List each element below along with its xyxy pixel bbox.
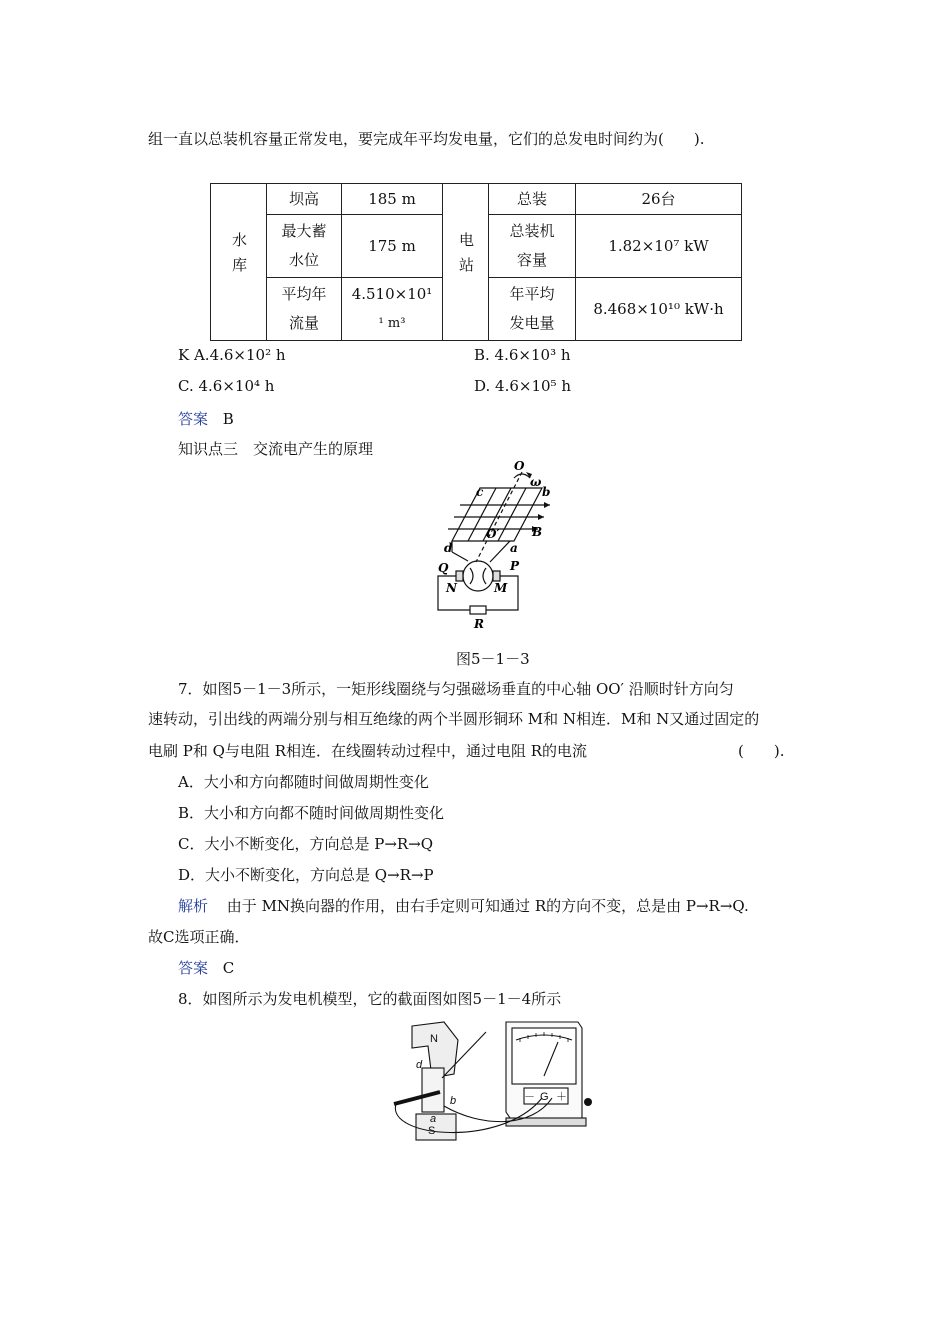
rotation-arrow <box>514 474 530 478</box>
q6-option-d: D. 4.6×10⁵ h <box>474 377 571 395</box>
meter-g-label: G <box>540 1091 549 1103</box>
q7-answer-label: 答案 <box>178 959 209 977</box>
label-q: Q <box>438 561 449 575</box>
label-b: b <box>450 1095 457 1107</box>
q7-analysis-text: 由于 MN换向器的作用，由右手定则可知通过 R的方向不变，总是由 P→R→Q. <box>226 897 749 915</box>
label-b: b <box>542 485 551 499</box>
q6-option-a: K A.4.6×10² h <box>178 346 286 364</box>
r2-label2-b: 容量 <box>516 251 547 269</box>
r2-label2-a: 总装机 <box>509 222 555 240</box>
grid-line <box>498 488 526 541</box>
r1-label: 坝高 <box>267 184 342 215</box>
data-table <box>210 183 742 341</box>
q6-answer-label: 答案 <box>178 410 209 428</box>
r3-label2-b: 发电量 <box>509 314 555 332</box>
q8-line-1: 8．如图所示为发电机模型，它的截面图如图5－1－4所示 <box>178 990 562 1008</box>
r1-value: 185 m <box>342 184 443 215</box>
q7-line-3: 电刷 P和 Q与电阻 R相连．在线圈转动过程中，通过电阻 R的电流 <box>148 742 588 760</box>
q7-option-a: A．大小和方向都随时间做周期性变化 <box>178 773 429 791</box>
commutator-ring <box>463 561 493 591</box>
q6-option-b: B. 4.6×10³ h <box>474 346 571 364</box>
q7-answer-value: C <box>222 959 235 977</box>
figure-caption: 图5－1－3 <box>456 650 530 668</box>
r3-label2 <box>489 278 576 341</box>
label-n: N <box>430 1033 438 1045</box>
r3-value <box>342 278 443 341</box>
q7-option-c: C．大小不断变化，方向总是 P→R→Q <box>178 835 434 853</box>
label-d: d <box>416 1059 423 1071</box>
q6-answer <box>178 408 234 429</box>
label-d: d <box>444 541 453 555</box>
lead-wire <box>490 541 510 562</box>
r1-value2: 26台 <box>576 184 742 215</box>
r3-label-b: 流量 <box>288 314 319 332</box>
meter-minus-label: － <box>524 1091 535 1103</box>
q7-line-2: 速转动，引出线的两端分别与相互绝缘的两个半圆形铜环 M和 N相连．M和 N又通过固定的 <box>148 710 760 728</box>
r2-label <box>267 215 342 278</box>
reservoir-label: 水库 <box>230 232 248 282</box>
meter-plus-label: ＋ <box>556 1091 567 1103</box>
figure-5-1-3 <box>418 458 568 630</box>
label-m: M <box>494 581 508 595</box>
arrowhead <box>538 514 544 520</box>
r2-label-b: 水位 <box>288 251 319 269</box>
q7-blank: ( ). <box>738 742 785 760</box>
section-title: 知识点三 交流电产生的原理 <box>178 440 374 458</box>
r1-label2: 总装 <box>489 184 576 215</box>
station-cell <box>443 184 489 341</box>
r2-value2: 1.82×10⁷ kW <box>576 215 742 278</box>
q7-answer <box>178 957 234 978</box>
r3-value-b: ¹ m³ <box>378 316 406 331</box>
label-a: a <box>430 1113 437 1125</box>
arrowhead <box>544 502 550 508</box>
generator-model-figure <box>382 1018 602 1150</box>
r2-label-a: 最大蓄 <box>281 222 327 240</box>
brush-p <box>493 571 500 581</box>
q6-answer-value: B <box>222 410 234 428</box>
label-a: a <box>510 541 518 555</box>
intro-text: 组一直以总装机容量正常发电，要完成年平均发电量，它们的总发电时间约为( ). <box>148 130 705 148</box>
q7-option-d: D．大小不断变化，方向总是 Q→R→P <box>178 866 434 884</box>
q7-option-b: B．大小和方向都不随时间做周期性变化 <box>178 804 445 822</box>
label-field-b: B <box>532 525 543 539</box>
label-p: P <box>510 559 520 573</box>
reservoir-cell <box>211 184 267 341</box>
r3-label-a: 平均年 <box>281 285 327 303</box>
q6-option-c: C. 4.6×10⁴ h <box>178 377 275 395</box>
label-omega: ω <box>530 475 542 489</box>
meter-base <box>506 1118 586 1126</box>
meter-knob <box>584 1098 592 1106</box>
r3-value2: 8.468×10¹⁰ kW·h <box>576 278 742 341</box>
label-n: N <box>446 581 457 595</box>
r2-value: 175 m <box>342 215 443 278</box>
r3-label <box>267 278 342 341</box>
label-r: R <box>474 617 484 630</box>
r2-label2 <box>489 215 576 278</box>
label-c: c <box>476 485 484 499</box>
station-label: 电站 <box>457 232 475 282</box>
label-o-prime: O′ <box>486 527 500 541</box>
brush-q <box>456 571 463 581</box>
coil <box>422 1068 444 1112</box>
r3-label2-a: 年平均 <box>509 285 555 303</box>
q7-analysis <box>178 895 749 916</box>
q7-analysis-label: 解析 <box>178 897 209 915</box>
r3-value-a: 4.510×10¹ <box>351 285 433 303</box>
q7-line-1: 7．如图5－1－3所示，一矩形线圈绕与匀强磁场垂直的中心轴 OO′ 沿顺时针方向匀 <box>178 680 734 698</box>
resistor <box>470 606 486 614</box>
label-s: S <box>428 1125 436 1137</box>
split-ring <box>470 568 486 584</box>
label-o: O <box>514 459 525 473</box>
lead-wire <box>452 552 468 561</box>
q7-analysis-line-2: 故C选项正确． <box>148 928 250 946</box>
